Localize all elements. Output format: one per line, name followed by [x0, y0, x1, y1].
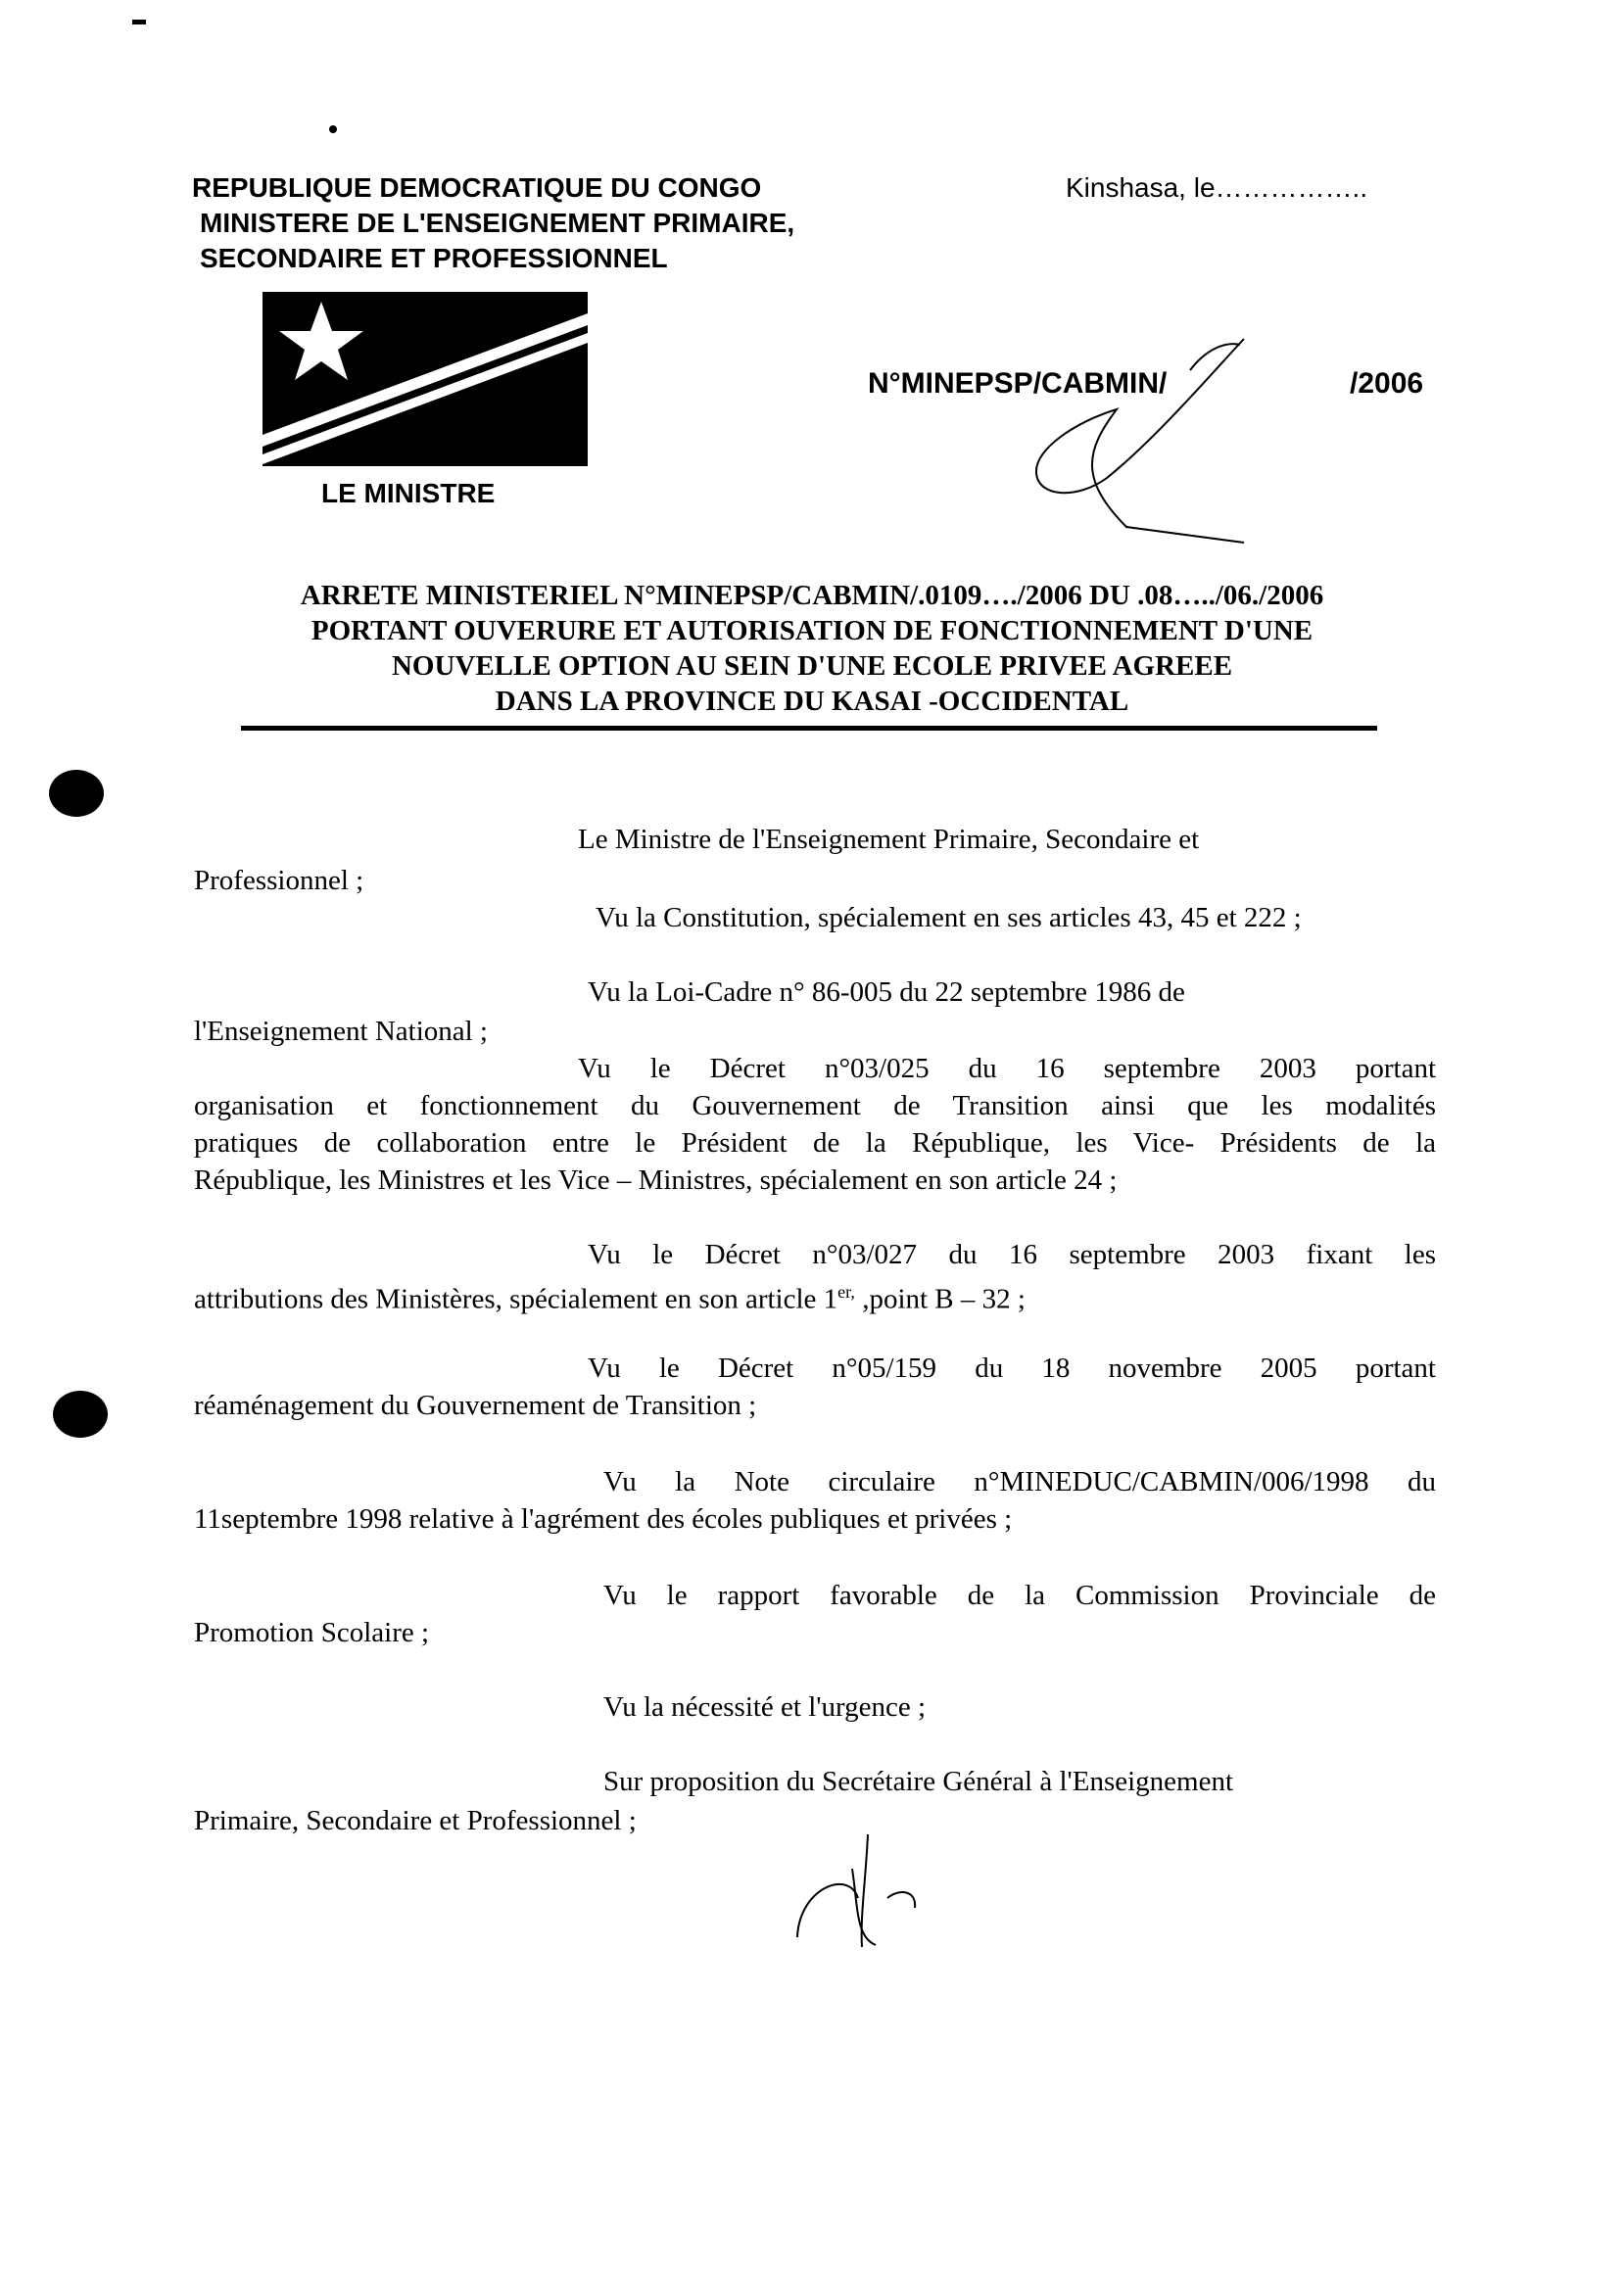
considerant-rapport-line2: Promotion Scolaire ;: [194, 1617, 430, 1648]
flag-icon: [263, 292, 588, 466]
republic-name: REPUBLIQUE DEMOCRATIQUE DU CONGO: [192, 172, 762, 203]
scan-speck: [132, 20, 146, 24]
considerant-rapport-line1: Vu le rapport favorable de la Commission Provinciale de: [603, 1580, 1436, 1611]
superscript: er,: [837, 1282, 855, 1302]
considerant-urgence: Vu la nécessité et l'urgence ;: [603, 1691, 927, 1723]
considerant-loi-cadre-line2: l'Enseignement National ;: [194, 1016, 488, 1047]
initials-mark: [789, 1829, 936, 1957]
title-underline: [241, 726, 1377, 731]
considerant-decret-027-line1: Vu le Décret n°03/027 du 16 septembre 2003 fixant les: [588, 1239, 1436, 1270]
preamble-minister-line1: Le Ministre de l'Enseignement Primaire, Secondaire et: [578, 824, 1200, 855]
decree-title-line1: ARRETE MINISTERIEL N°MINEPSP/CABMIN/.0109…./2006 DU .08…../06./2006: [300, 580, 1324, 611]
decret-027-point: ,point B – 32 ;: [854, 1283, 1026, 1315]
considerant-loi-cadre-line1: Vu la Loi-Cadre n° 86-005 du 22 septembre 1986 de: [588, 976, 1185, 1008]
preamble-minister-line2: Professionnel ;: [194, 865, 364, 896]
considerant-decret-159-line2: réaménagement du Gouvernement de Transition ;: [194, 1390, 757, 1421]
punch-hole: [49, 770, 104, 817]
proposition-line1: Sur proposition du Secrétaire Général à l'Enseignement: [603, 1766, 1234, 1797]
considerant-decret-159-line1: Vu le Décret n°05/159 du 18 novembre 2005 portant: [588, 1353, 1436, 1384]
punch-hole: [53, 1391, 108, 1438]
decret-027-text: attributions des Ministères, spécialement en son article 1: [194, 1283, 838, 1315]
decree-title-line3: NOUVELLE OPTION AU SEIN D'UNE ECOLE PRIVEE AGREEE: [391, 650, 1233, 682]
ministry-name-line1: MINISTERE DE L'ENSEIGNEMENT PRIMAIRE,: [200, 208, 795, 238]
flag: [263, 292, 588, 466]
considerant-note-circulaire-line1: Vu la Note circulaire n°MINEDUC/CABMIN/006/1998 du: [603, 1466, 1436, 1497]
scan-speck: [329, 125, 337, 133]
considerant-decret-025-line3: pratiques de collaboration entre le Président de la République, les Vice- Présidents de la: [194, 1127, 1436, 1159]
decree-title-line2: PORTANT OUVERURE ET AUTORISATION DE FONCTIONNEMENT D'UNE: [310, 615, 1314, 646]
considerant-decret-027-line2: [194, 1273, 1026, 1318]
considerant-decret-025-line1: Vu le Décret n°03/025 du 16 septembre 2003 portant: [578, 1053, 1436, 1084]
reference-prefix: N°MINEPSP/CABMIN/: [868, 367, 1168, 400]
signature-mark: [1019, 331, 1264, 546]
minister-label: LE MINISTRE: [321, 478, 496, 508]
considerant-note-circulaire-line2: 11septembre 1998 relative à l'agrément des écoles publiques et privées ;: [194, 1503, 1013, 1535]
reference-year: /2006: [1350, 367, 1424, 400]
proposition-line2: Primaire, Secondaire et Professionnel ;: [194, 1805, 637, 1836]
ministry-name-line2: SECONDAIRE ET PROFESSIONNEL: [200, 243, 668, 273]
considerant-decret-025-line4: République, les Ministres et les Vice – Ministres, spécialement en son article 24 ;: [194, 1164, 1118, 1196]
considerant-decret-025-line2: organisation et fonctionnement du Gouvernement de Transition ainsi que les modalités: [194, 1090, 1436, 1121]
place-date: Kinshasa, le……………..: [1066, 172, 1368, 203]
decree-title-line4: DANS LA PROVINCE DU KASAI -OCCIDENTAL: [495, 686, 1129, 717]
considerant-constitution: Vu la Constitution, spécialement en ses articles 43, 45 et 222 ;: [596, 902, 1302, 933]
